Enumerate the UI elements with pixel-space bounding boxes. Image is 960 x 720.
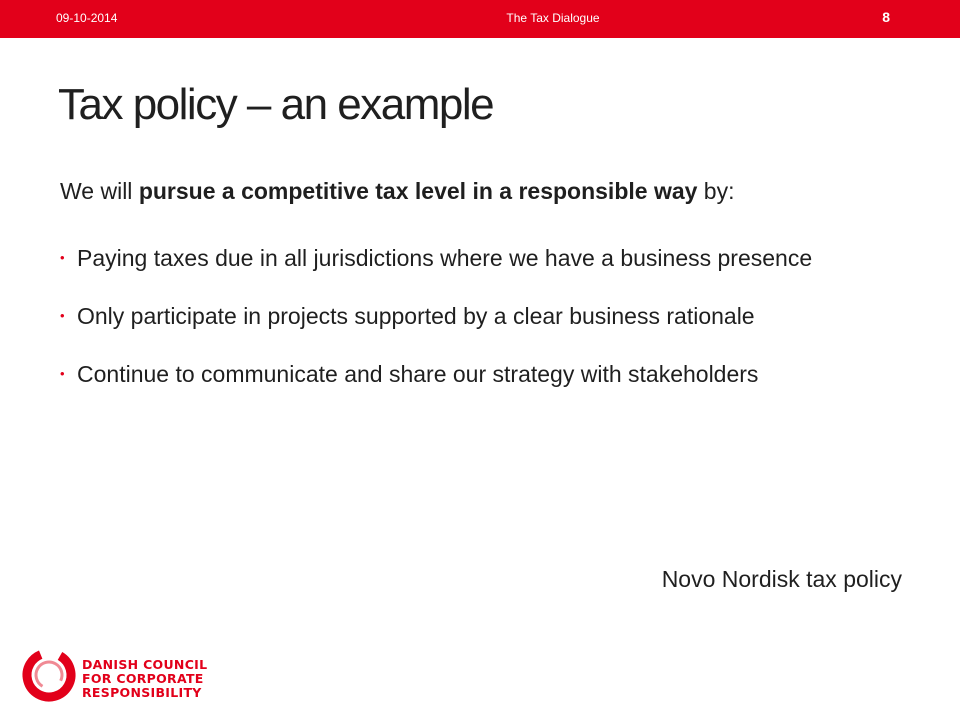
logo-line: RESPONSIBILITY <box>82 685 202 700</box>
source-attribution: Novo Nordisk tax policy <box>661 566 902 592</box>
bullet-item <box>60 298 880 334</box>
logo-wordmark <box>82 658 207 700</box>
bullet-dot-icon: • <box>60 366 65 381</box>
bullet-text: Only participate in projects supported by a clear business rationale <box>77 303 755 329</box>
intro-suffix: by: <box>697 178 735 204</box>
page-number: 8 <box>882 9 890 25</box>
intro-text <box>60 178 735 205</box>
logo-line: DANISH COUNCIL <box>82 657 208 672</box>
council-logo <box>18 644 218 706</box>
bullet-text: Paying taxes due in all jurisdictions where we have a business presence <box>77 245 813 271</box>
bullet-dot-icon: • <box>60 250 65 265</box>
bullet-dot-icon: • <box>60 308 65 323</box>
bullet-list <box>60 240 880 414</box>
bullet-text: Continue to communicate and share our strategy with stakeholders <box>77 361 759 387</box>
logo-ring-icon <box>18 644 80 706</box>
bullet-item <box>60 356 880 392</box>
slide-title: Tax policy – an example <box>58 80 494 129</box>
header-bar <box>0 0 960 38</box>
header-date: 09-10-2014 <box>56 11 118 25</box>
header-title: The Tax Dialogue <box>506 11 600 25</box>
logo-line: FOR CORPORATE <box>82 671 204 686</box>
bullet-item <box>60 240 880 276</box>
intro-prefix: We will <box>60 178 139 204</box>
intro-emphasis: pursue a competitive tax level in a responsible way <box>138 178 698 204</box>
